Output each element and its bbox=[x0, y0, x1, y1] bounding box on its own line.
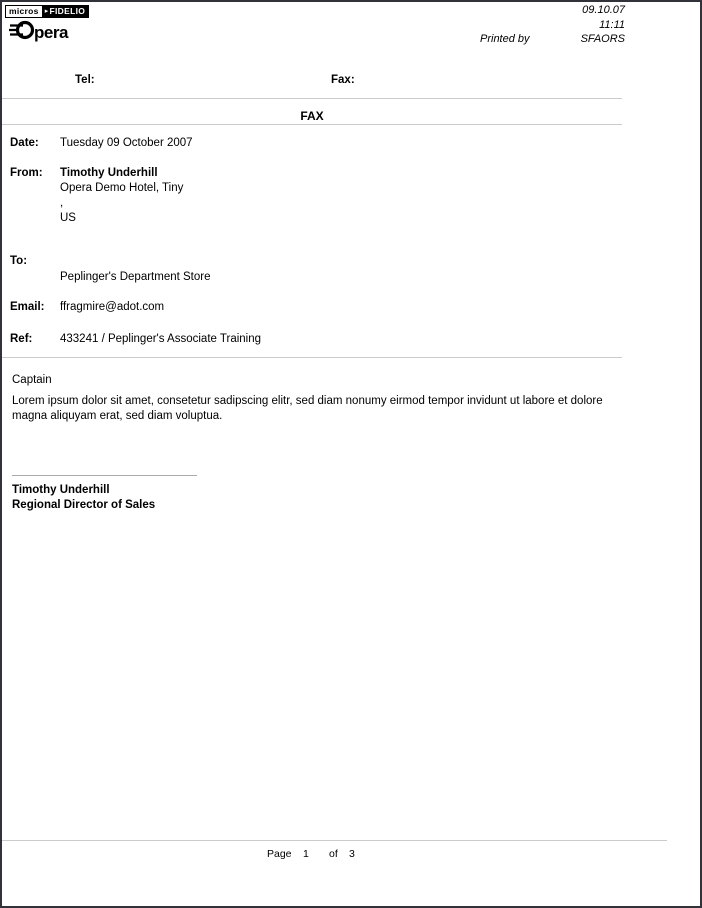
fax-title-row bbox=[2, 107, 622, 125]
from-name: Timothy Underhill bbox=[60, 167, 158, 179]
opera-swirl-icon bbox=[9, 18, 37, 47]
from-label: From: bbox=[10, 167, 43, 179]
date-value: Tuesday 09 October 2007 bbox=[60, 137, 193, 149]
signature-line bbox=[12, 475, 197, 476]
signature-name: Timothy Underhill bbox=[12, 484, 110, 496]
email-label: Email: bbox=[10, 301, 45, 313]
body-paragraph: Lorem ipsum dolor sit amet, consetetur sadipscing elitr, sed diam nonumy eirmod tempor invidunt ut labore et dolore magna aliquyam erat, sed diam voluptua. bbox=[12, 395, 603, 422]
date-label: Date: bbox=[10, 137, 39, 149]
fidelio-arrow-icon: ▸ bbox=[44, 8, 49, 15]
opera-logo bbox=[9, 18, 68, 47]
from-block bbox=[60, 166, 183, 226]
of-label: of bbox=[329, 848, 338, 860]
email-value: ffragmire@adot.com bbox=[60, 301, 165, 313]
fax-title: FAX bbox=[300, 109, 324, 123]
opera-logo-text: pera bbox=[34, 22, 68, 42]
footer-divider bbox=[2, 840, 667, 841]
page-number: 1 bbox=[303, 848, 309, 860]
ref-label: Ref: bbox=[10, 333, 33, 345]
fax-label: Fax: bbox=[331, 74, 355, 86]
total-pages: 3 bbox=[349, 848, 355, 860]
divider-title bbox=[2, 124, 622, 125]
print-date: 09.10.07 bbox=[582, 4, 625, 16]
divider-top bbox=[2, 98, 622, 99]
from-hotel: Opera Demo Hotel, Tiny bbox=[60, 182, 184, 194]
micros-fidelio-logo bbox=[5, 5, 89, 18]
divider-fields bbox=[2, 357, 622, 358]
salutation: Captain bbox=[12, 374, 52, 386]
fidelio-logo-text: FIDELIO bbox=[49, 6, 86, 16]
from-country: US bbox=[60, 212, 76, 224]
printed-by-user: SFAORS bbox=[580, 33, 625, 45]
from-address-comma: , bbox=[60, 197, 64, 209]
printed-by-label: Printed by bbox=[480, 33, 530, 45]
fidelio-logo-block bbox=[43, 5, 89, 18]
print-time: 11:11 bbox=[599, 19, 625, 31]
tel-label: Tel: bbox=[75, 74, 95, 86]
to-label: To: bbox=[10, 255, 28, 267]
ref-value: 433241 / Peplinger's Associate Training bbox=[60, 333, 262, 345]
micros-logo-text: micros bbox=[5, 5, 43, 18]
signature-title: Regional Director of Sales bbox=[12, 499, 156, 511]
page-label: Page bbox=[267, 848, 292, 860]
to-value: Peplinger's Department Store bbox=[60, 271, 211, 283]
